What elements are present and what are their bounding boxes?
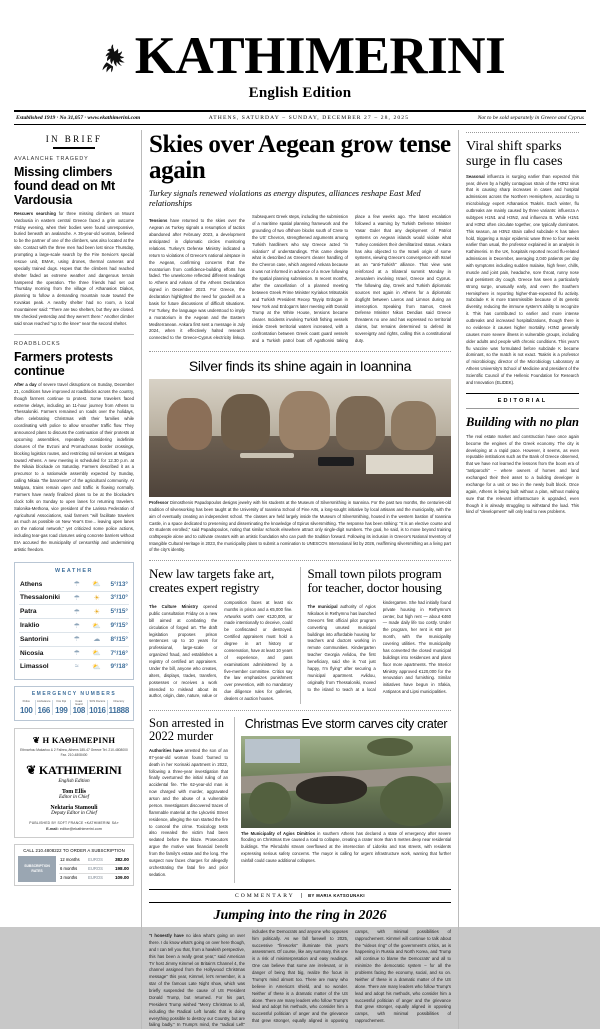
imprint-email-row[interactable] [19, 827, 129, 831]
photo-crater [296, 776, 367, 804]
silver-feature-caption [149, 500, 451, 554]
sun-icon: ☀ [87, 605, 107, 619]
emergency-item-number: 11888 [108, 706, 129, 716]
sub-currency: EUROS [88, 875, 103, 881]
brief-headline[interactable]: Missing climbers found dead on Mt Vardousia [14, 164, 115, 207]
photo-tree [367, 738, 413, 756]
story-son-arrested[interactable] [149, 717, 235, 883]
imprint-address: Ethnarhou Makariou & 2 Falirea, Athens 185-47 Greece Tel. 210-4808000 Fax. 210-4808400 [20, 748, 128, 757]
photo-figure [336, 396, 384, 450]
page-grid [14, 130, 586, 1029]
emergency-item-number: 100 [20, 706, 33, 716]
imprint-email: editor@ekathimerini.com [59, 826, 102, 831]
commentary-columns [149, 929, 451, 1029]
weather-row [19, 578, 129, 591]
imprint-greek-text: Η ΚΑΘΗΜΕΡΙΝΗ [42, 735, 116, 746]
sub-period: 3 months [60, 875, 78, 881]
weather-row [19, 619, 129, 633]
commentary-byline: BY MARIA KATSOUNAKI [308, 893, 365, 899]
sub-price: 382.00 [109, 856, 130, 865]
emergency-item-number: 108 [72, 706, 86, 716]
weather-city: Santorini [19, 632, 67, 646]
imprint-deputy-role: Deputy Editor in Chief [51, 810, 97, 816]
sun-icon: ☀ [87, 591, 107, 605]
photo-phone [318, 457, 354, 465]
imprint-email-label: E-mail: [46, 826, 59, 831]
brief-kicker: ROADBLOCKS [14, 340, 61, 347]
emergency-label: EMERGENCY NUMBERS [31, 691, 117, 698]
sub-price: 109.00 [114, 875, 129, 881]
imprint-publisher: PUBLISHED BY SOFT FRANCE «KATHIMERINI SA» [29, 820, 119, 825]
imprint-english-sub: English Edition [58, 778, 90, 784]
emergency-item-number: 199 [55, 706, 68, 716]
emergency-item-label: Coast Guard [75, 700, 83, 707]
weather-row [19, 646, 129, 660]
lead-lead-in: Tensions [149, 218, 168, 224]
emergency-item[interactable] [18, 700, 36, 715]
brief-lead: Rescuers searching [14, 210, 56, 216]
weather-city: Patra [19, 605, 67, 619]
sub-period: 12 months [59, 856, 87, 865]
weather-temps: 5°/15° [107, 605, 129, 619]
story-columns [149, 600, 293, 704]
story-lead: Authorities have [149, 747, 183, 753]
photo-vegetation [249, 782, 291, 824]
cloud-rain-icon: ☁ [87, 632, 107, 646]
weather-city: Iraklio [19, 619, 67, 633]
right-column [459, 130, 579, 1029]
weather-temps: 8°/15° [107, 632, 129, 646]
imprint-english-title: ❦ KATHIMERINI [26, 762, 122, 777]
bottom-section [149, 717, 451, 883]
lead-text: have returned to the skies over the Aegean as Turkey signals a resumption of tactics abandoned after February 2023, a development anticipated in diplomatic circles monitoring relations. Turkey's Defense Ministry indicated a return to violations of Greece's national airspace in the Aegean, confirming concerns that the moratorium from confidence-building efforts has faded. The unwelcome reflected different readings to Athens and Ankara of the Athens Declaration signed in December 2023. For Greece, the declaration highlighted the need for goodwill as a basis for future discussions of difficult situations. For Turkey, the language was understood to imply a moratorium in the Aegean and the Eastern Mediterranean. Ankara first sent a message in July 2024, when it effectively halted research connected to the Greece-Cyprus electricity linkup. Subsequent Greek steps, including the submission of a maritime spatial planning framework and the grounding of two offshore blocks south of Crete to the US' Chevron, strengthened arguments among Turkish hardliners who say Greece acted "in violation" of understandings. This came despite what is described as Greece's clearer handling of the Chevron case, which angered Ankara because it was not informed in advance of a move following the spatial planning submission. In recent months, after the cancellation of a planned meeting between Greek Prime Minister Kyriakos Mitsotakis and Turkish President Recep Tayyip Erdogan in New York and Erdogan's later meeting with Donald Trump at the White House, tensions became clearer. Incidents involving Turkish fishing vessels inside Greek territorial waters increased, with a confrontation between Greek coast guard vessels and a Turkish patrol boat off Agathonisi taking place a few weeks ago. The latest escalation followed a warning by Turkish Defense Minister Yasar Guler that any deployment of Patriot systems on Aegean islands would violate what Turkey considers their demilitarized status. Ankara has also objected to the Israeli origin of some systems, viewing Greece's convergence with Israel as an "anti-Turkish" alliance. That view was reinforced at a trilateral summit Monday in Jerusalem involving Israel, Greece and Cyprus. The following day, Greek and Turkish diplomatic sources met again in Athens for a diplomatic dogfight between Lavros and Limnos during an interception. Speaking from Samos, Greek Defense Minister Nikos Dendias said Greece threatens no one and has expressed no territorial claims, but remains determined to defend its sovereignty and rights, calling this a constitutional duty. [149, 214, 452, 343]
emergency-item-number: 1016 [89, 706, 106, 716]
weather-row [19, 660, 129, 673]
story-headline[interactable]: New law targets fake art, creates expert registry [149, 566, 275, 596]
masthead-info-bar [14, 112, 586, 125]
masthead-notice: Not to be sold separately in Greece and Cyprus [477, 114, 584, 121]
weather-temps: 9°/15° [107, 619, 129, 633]
sub-currency: EUROS [87, 856, 109, 865]
flu-lead: Seasonal [466, 173, 485, 179]
weather-temps: 7°/16° [107, 646, 129, 660]
sun-cloud-icon: ⛅ [87, 578, 107, 591]
brief-body [14, 382, 134, 554]
photo-figure [279, 391, 330, 450]
story-text: arrested the son of an 87-year-old woman found 'burned to death in her Korinaki apartment in 2022, following a three-year investigation that finally overturned the initial ruling of an accidental fire. The 62-year-old man is now charged with murder, aggravated arson and the abuse of a vulnerable person. Investigators discovered traces of flammable material at the Lykovrisi Street residence, alleging the son started the fire to conceal the crime. Toxicology tests also revealed the victim had been sedated before the blaze. Prosecutors argue the motive was financial benefit from the family's estate and the long. The suspect now faces charges for allegedly orchestrating the fatal fire and prior sedation. [149, 747, 228, 877]
imprint-box [14, 728, 134, 838]
editorial-body: The real estate market and construction have once again become the engines of the Greek economy. The city is developing at a rapid pace. However, it seems, as even reputable institutions such as the Bank of Greece observed, that we have not learned the lessons from the boom era of "antiparochi" – where owners of homes and land exchanged their their asset to a building developer in exchange for a unit or two in the newly built block. Once again, Athens is being built without a plan, without making sure that the relevant infrastructure is upgraded, even though it is already struggling to withstand the load. This kind of "development" will only lead to new problems. [466, 433, 579, 515]
sub-currency: EUROS [87, 864, 109, 873]
commentary-body [149, 929, 451, 1029]
brief-headline[interactable]: Farmers protests continue [14, 349, 113, 378]
subscription-box[interactable] [14, 844, 134, 886]
weather-temps: 5°/13° [107, 578, 129, 591]
sub-price: 198.00 [109, 864, 130, 873]
storm-feature-photo [241, 736, 451, 828]
masthead-established: Established 1919 · No 31,057 · www.ekathimerini.com [16, 114, 141, 121]
story-columns [308, 600, 452, 697]
storm-caption [241, 831, 451, 865]
story-headline[interactable]: Small town pilots program for teacher, doctor housing [307, 566, 442, 596]
rain-icon: ☂ [67, 591, 87, 605]
weather-city: Athens [19, 578, 67, 591]
in-brief-rule [53, 147, 95, 149]
rain-icon: ☂ [67, 619, 87, 633]
story-lead: The municipal [307, 604, 338, 609]
caption-lead: The Municipality of Agios Dimitrios [241, 830, 316, 836]
photo-sketchbook [366, 455, 432, 474]
divider [466, 132, 579, 133]
subscription-tag: SUBSCRIPTION RATES [18, 856, 56, 882]
story-headline[interactable]: Son arrested in 2022 murder [149, 715, 224, 744]
emergency-item-label: Directory [113, 700, 125, 704]
rain-icon: ☂ [67, 646, 87, 660]
lead-body [149, 214, 451, 345]
cloud-icon: ☂ [67, 578, 87, 591]
middle-column [142, 130, 459, 1029]
emergency-item[interactable] [53, 700, 71, 715]
subscription-row [59, 856, 130, 865]
emergency-list [18, 700, 130, 715]
caption-text: Dimosthenis Papadopoulos designs jewelry with his students at the Museum of Silversmithing in Ioannina. For the past two months, the centuries-old tradition of silverworking has been taught at the University of Ioannina School of Fine Arts, a long-sought initiative by local artisans and the municipality, with the aim of eventually creating an independent school. The classes are held largely inside the Museum of Silversmithing, housed in the western bastion of Ioannina Castle, in a space dedicated to preserving and disseminating the knowledge of Epirus silversmithing. The response has been striking: "It is an elective course and 40 students enrolled," said Papadopoulos, noting that similar schools elsewhere attract only single-digit numbers. The goal, he said, is to move beyond training craftspeople alone and to cultivate creators with an artistic foundation who can push the tradition forward. Following its inclusion in Greece's National Inventory of Intangible Cultural Heritage in 2023, the municipality plans to submit a nomination to UNESCO's International list by 2026, reaffirming silversmithing as a living part of the city's identity. [149, 500, 451, 553]
weather-table [19, 578, 129, 673]
lead-body-columns [149, 214, 451, 345]
imprint-editor-role: Editor in Chief [59, 794, 89, 800]
weather-row [19, 591, 129, 605]
emergency-item[interactable] [36, 700, 54, 715]
weather-city: Limassol [20, 663, 49, 671]
imprint-english-text: KATHIMERINI [38, 762, 122, 777]
lead-deck: Turkey signals renewed violations as energy disputes, alliances reshape East Med relationships [149, 188, 421, 208]
storm-feature[interactable] [235, 717, 451, 883]
story-fake-art[interactable] [149, 567, 301, 704]
story-text: opened public consultation Friday on a new bill aimed at combating the circulation of forged art. The draft legislation proposes prison sentences up to 10 years for professional, large-scale or organized fraud, and establishes a registry of certified art appraisers. Under the bill, anyone who creates, alters, displays, trades, transfers, possesses or receives a work intended to mislead about its author, origin, date, nature, value or composition faces at least six months in prison and a €5,000 fine. Artworks worth over €120,000, or made intentionally to deceive, could be confiscated or destroyed. Certified appraisers must hold a degree in art history or conservation, have at least 10 years of experience, and pass examinations administered by a five-member committee. Critics say the law emphasizes punishment over prevention, with no mandatory due diligence rules for galleries, dealers or auction houses. [149, 599, 293, 701]
story-town-housing[interactable] [301, 567, 452, 704]
flu-text: influenza is surging earlier than expected this year, driven by a highly contagious strain of the H3N2 virus that is causing sharp increases in cases and hospital admissions across the Northern Hemisphere, according to microbiology expert Athanasios Tsakris. Each winter, flu outbreaks are mainly caused by three variants: influenza A subtypes H1N1 and H3N2, and influenza B. While H1N1 and H3N2 often circulate together, one typically dominates. This season, an H3N2 strain called subclade K has taken hold, triggering a major epidemic wave three to four weeks earlier than usual, the professor explained in an analysis in Kathimerini. In the UK, hospitals reported record flu-related admissions in December, averaging 2,040 patients per day with symptoms including sudden malaise, high fever, chills, muscle and joint pain, headache, sore throat, runny nose and persistent dry cough. Greece has seen a particularly strong surge, unusually early, and even the Southern Hemisphere is reporting higher-than-expected flu activity. Subclade K is more transmissible because of its genetic diversity, reducing the immune system's ability to recognize it. This has contributed to earlier and more intense outbreaks and increased hospitalizations, though there is no evidence it causes higher mortality. H3N2 generally causes more severe illness in vulnerable groups, including older adults and people with chronic conditions. This year's flu vaccine was formulated before subclade K became dominant, so the match is not exact. Tsakris is a professor of microbiology, director of the Microbiology Laboratory at Athens University's School of Medicine and president of the Scientific Council of the Hellenic Foundation for Research and Innovation (ELIDEK). [466, 173, 579, 385]
subscription-body [18, 856, 130, 882]
divider [149, 560, 451, 561]
subscription-table [59, 856, 130, 882]
sub-period: 6 months [59, 864, 87, 873]
story-text: authority of Agios Nikolaos in Rethymno has launched Greece's first official pilot program converting unused municipal buildings into affordable housing for teachers and doctors working in remote communities. Kindergarten teacher Georgia Avlidou, the first beneficiary, said she is "not just happy, I'm flying" after securing a municipal apartment. Avlidou, originally from Thessaloniki, moved to the island to teach at a local kindergarten. She had initially found private housing in Rethymno's center, but high rent — about €460 — made daily life too costly. Under the program, her rent is €50 per month, with the municipality covering utilities. The municipality has converted the closed municipal buildings into residences and plans floor more apartments. The Interior Ministry approved €120,000 for the renovation and furnishing. Similar initiatives have begun in Sfakia, Antiparos and Lipsi municipalities. [307, 599, 451, 695]
sun-cloud-icon: ⛅ [92, 663, 102, 671]
masthead-subtitle: English Edition [248, 84, 352, 101]
weather-city: Nicosia [19, 646, 67, 660]
photo-building [245, 739, 300, 763]
brief-text: for three missing climbers on Mount Vardousia in eastern central Greece faced a grim outcome Friday evening, when their bodies were found unresponsive, buried beneath an avalanche. A 35-year-old woman, believed to be the partner of one of the climbers, was also located at the site. Contact with the three men had been lost since Thursday, prompting a large-scale search by the Fire Service's special rescue unit, EMAK, using drones, thermal cameras and specially trained dogs. Hopes that the climbers had reached shelter faded as extreme weather and dangerous terrain hampered the operation. The three friends had set out Thursday morning from the village of Athanasios Diakos, planning to follow a demanding mountain route toward the Kovakas peak. A nearby shelter had no room, a local mountaineer said: "There are two shelters, but they are closed. We checked yesterday and they weren't there." Another climber said snow reached "up to the knee" near the second shelter. [14, 210, 134, 326]
weather-row [19, 632, 129, 646]
silver-feature-title[interactable]: Silver finds its shine again in Ioannina [188, 358, 412, 375]
subscription-row [59, 864, 130, 873]
emergency-item[interactable] [88, 700, 108, 715]
emergency-item-number: 166 [37, 706, 50, 716]
brief-lead: After a day [14, 381, 37, 387]
photo-figure [391, 401, 436, 451]
divider [149, 351, 451, 352]
masthead [14, 0, 586, 125]
sun-cloud-icon: ⛅ [87, 646, 107, 660]
weather-city: Thessaloniki [19, 591, 67, 605]
lead-headline[interactable]: Skies over Aegean grow tense again [149, 130, 451, 185]
brief-body [14, 211, 134, 328]
weather-rows [19, 578, 129, 673]
photo-paper [240, 453, 294, 459]
subscription-call: CALL 210.4808222 TO ORDER A SUBSCRIPTION [23, 847, 125, 853]
rain-icon: ☂ [67, 632, 87, 646]
story-body [308, 600, 452, 697]
emergency-numbers-box [14, 686, 134, 721]
story-body [149, 600, 293, 704]
sun-cloud-icon: ⛅ [87, 619, 107, 633]
masthead-title: KATHIMERINI [134, 27, 506, 85]
divider [149, 710, 451, 711]
imprint-editor-name: Tom Ellis [61, 788, 87, 795]
caption-lead: Professor [149, 500, 169, 506]
emergency-item-label: Ambulance [37, 700, 51, 704]
caption-text: in southern Athens has declared a state of emergency after severe flooding on Christmas Eve caused a road to collapse, creating a crater more than 5 metres deep near residential buildings. The Pikrodafni stream overflowed at the intersection of Lidoriko and Iras streets, with residents expressing serious safety concerns. The mayor is calling for urgent infrastructure work, warning that further rainfall could cause additional collapses. [241, 830, 451, 863]
brief-kicker: AVALANCHE TRAGEDY [14, 155, 89, 162]
commentary-text: no idea what's going on over there. I do know what's going on over here though, and I can tell you that, from a hawkish perspective, this has been a really great year," said American TV host Jimmy Kimmel on Britain's Channel 4, the channel assigned from the Hollywood Christmas message" this year, Kimmel, let's remember, is a star of the famous Late Night show, which was briefly suspended the cause of US President Donald Trump, but returned. For his part, President Trump wished "Merry Christmas to all, including the Radical Left lunatic that is doing everything possible to destroy our Country, but are failing badly." In Trump's mind, the "radical Left" includes the Democrats and anyone who opposes him politically. As we fall farewell to 2025, successive "fireworks" illuminate this year's assessment. Of course, like any summary, this one is a risk of misinterpretation and easy readings. One can believe that some are irrelevant, or in danger of being that big, realize the focus in Trump's mind almost too. There are many who believe in America's shield, and no wonder. Neither of these is a dramatic matter of the US alone. There are many leaders who follow Trump's lead and adopt his methods, who consider him a successful politician of anger and the grievance that grew stronger, equally aligned in opposing camps, with minimal possibilities of rapprochement. Kimmel will continue to talk about the "videos ring" of the government's critics, as is happening in Russia and North Korea, and Trump will continue to blame the Democrats' and all to minimize the democratic system – for all the problems facing the economy, social, and so on. Neither of these is a dramatic matter of the US alone. There are many leaders who follow Trump's lead and adopt his methods, who consider him a successful politician of anger and the grievance that grew stronger, equally aligned in opposing camps, with minimal possibilities of rapprochement. [149, 928, 451, 1028]
editorial-label: EDITORIAL [466, 398, 579, 409]
commentary-lead: "I honestly have [149, 933, 184, 939]
storm-feature-title[interactable]: Christmas Eve storm carves city crater [244, 716, 448, 731]
imprint-greek-title: ❦ Η ΚΑΘΗΜΕΡΙΝΗ [32, 735, 116, 746]
emergency-item[interactable] [108, 700, 130, 715]
emergency-item-label: SOS Doctors [89, 700, 106, 704]
weather-temps: 9°/18° [110, 663, 128, 671]
two-column-stories [149, 567, 451, 704]
story-body [149, 748, 228, 879]
brief-text: of severe travel disruptions on Sunday, December 21, conditions have improved at roadblocks across the country, though farmers continue to protest. Some travelers faced extreme delays, including an 11-hour journey from Athens to Thessaloniki. Farmers remained on roads over the holidays, often celebrating Christmas with their families while coordinating with police to allow smoother traffic flow. They announced plans to discuss the continuation of their protests at upcoming assemblies, repeatedly considering indefinite closures of the Evzoni and Promachonas border crossings, blocking logistics routes, and restricting rail services at Malgara toward Athens. A new meeting is scheduled for 12.30 p.m. at the Nikaia blockade on Saturday. Farmers described it as a precursor to a nationwide assembly expected by Sunday, calling Nikaia "the barometer" of the agricultural community. At Malgara, trains remain open and traffic is flowing normally. Farmers have nearly finalized plans to be at the blockade's clock tolls on Sunday to open lanes for returning travelers. Salonika-Methona, vice president of the Larissa Federation of Agricultural Associations, said farmers "will facilitate travelers as much as possible on New Year's Eve... leaving open lanes on the national network," yet criticized some police actions, including tear-gas road closures using concrete barriers without EIA accused the municipality of censorship and undermining artistic freedom. [14, 381, 134, 552]
commentary-separator: | [300, 892, 303, 899]
commentary-title[interactable]: Jumping into the ring in 2026 [213, 907, 387, 923]
flu-body [466, 174, 579, 387]
masthead-title-row [14, 27, 586, 85]
emergency-item[interactable] [71, 700, 89, 715]
masthead-dateline: ATHENS, SATURDAY – SUNDAY, DECEMBER 27 – 28, 2025 [208, 114, 410, 121]
imprint-deputy-name: Nektaria Stamouli [50, 804, 98, 811]
divider [14, 334, 134, 335]
commentary-label: COMMENTARY [235, 892, 295, 899]
left-column [14, 130, 142, 1029]
weather-row [19, 605, 129, 619]
photo-figure [221, 394, 269, 451]
wind-icon: ≈ [74, 663, 79, 671]
emergency-item-label: Fire Dpt [56, 700, 67, 704]
in-brief-label: IN BRIEF [45, 133, 103, 144]
commentary-bar [149, 890, 451, 903]
subscription-row [59, 873, 130, 882]
photo-vegetation [380, 776, 443, 826]
phoenix-logo-icon [95, 41, 129, 75]
partly-cloudy-icon: ☂ [67, 605, 87, 619]
weather-box [14, 562, 134, 680]
emergency-item-label: Police [22, 700, 30, 704]
in-brief-item[interactable] [14, 341, 134, 554]
editorial-box [466, 393, 579, 517]
silver-feature-photo [149, 379, 451, 497]
photo-figure [167, 398, 212, 450]
editorial-title[interactable]: Building with no plan [466, 414, 579, 429]
in-brief-item[interactable] [14, 156, 134, 328]
story-lead: The Culture Ministry [149, 604, 198, 609]
weather-label: WEATHER [54, 567, 94, 574]
weather-temps: 3°/10° [107, 591, 129, 605]
flu-headline[interactable]: Viral shift sparks surge in flu cases [466, 138, 563, 169]
